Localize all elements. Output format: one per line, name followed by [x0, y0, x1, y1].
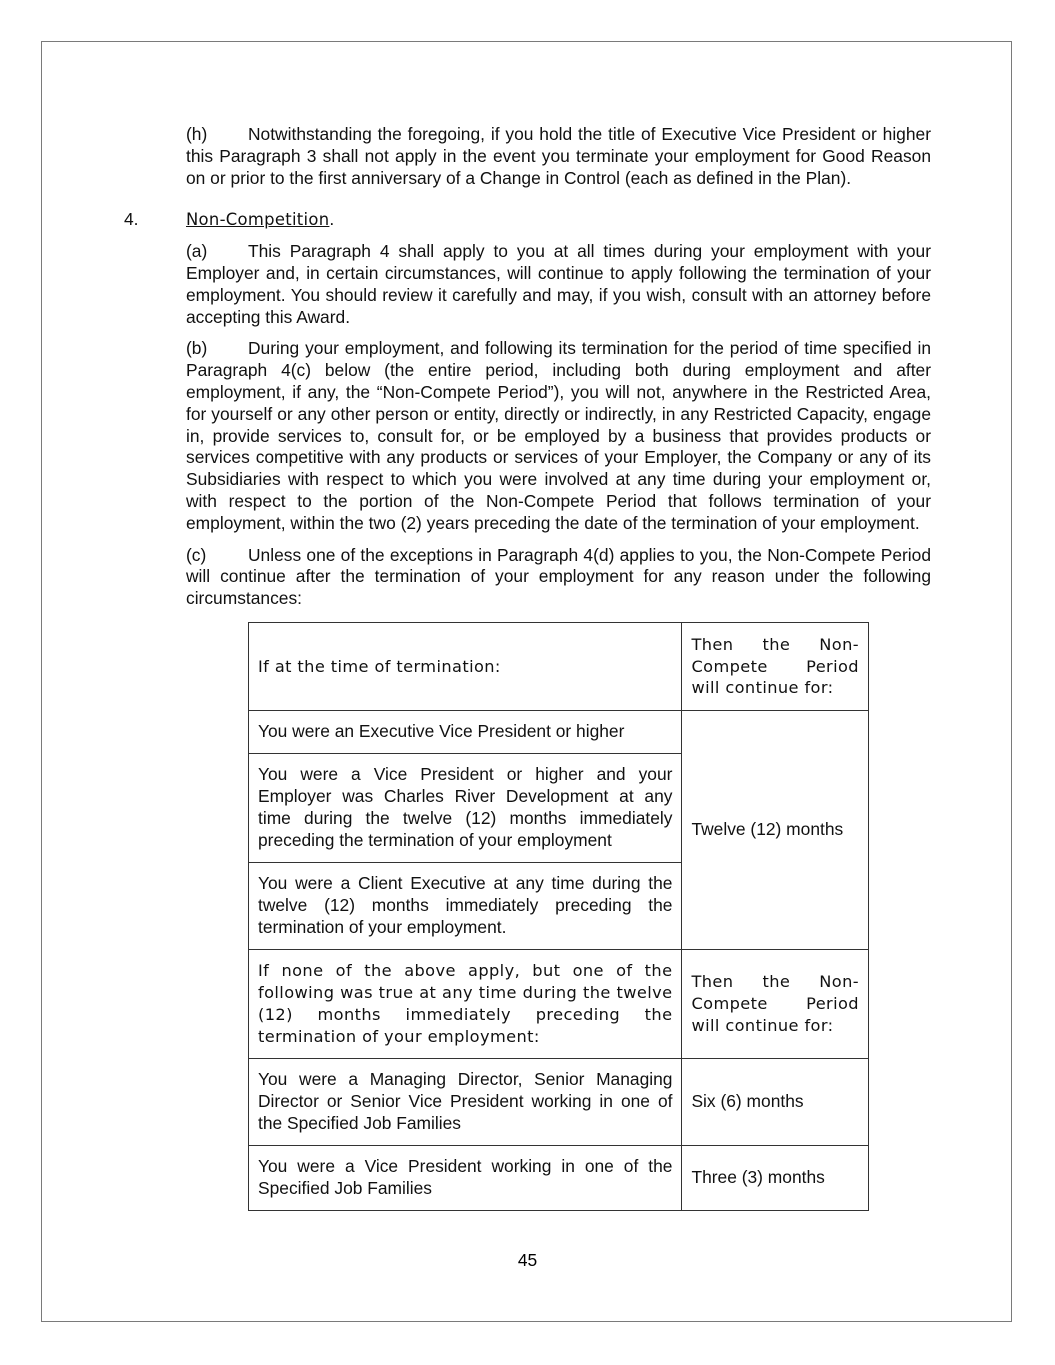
table-row — [249, 1146, 869, 1211]
paragraph-b-text: During your employment, and following its termination for the period of time specified in Paragraph 4(c) below (the entire period, including both during employment and after employment, if any, the “Non-Compete Period”), you will not, anywhere in the Restricted Area, for yourself or any other person or entity, directly or indirectly, in any Restricted Capacity, engage in, provide services to, consult for, or be employed by a business that provides products or services competitive with any products or services of your Employer, the Company or any of its Subsidiaries with respect to which you were involved at any time during your employment or, with respect to the portion of the Non-Compete Period that follows termination of your employment, within the two (2) years preceding the date of the termination of your employment. — [186, 338, 931, 533]
paragraph-a-label: (a) — [186, 241, 208, 262]
paragraph-h-label: (h) — [186, 124, 208, 144]
paragraph-h — [124, 124, 931, 189]
paragraph-a-text: This Paragraph 4 shall apply to you at all times during your employment with your Employer and, in certain circumstances, will continue to apply following the termination of your employment. You should review it carefully and may, if you wish, consult with an attorney before accepting this Award. — [186, 241, 931, 327]
non-compete-period-table — [248, 622, 869, 1211]
table-header-period-2: Then the Non-Compete Period will continue for: — [682, 950, 869, 1059]
paragraph-c-label: (c) — [186, 544, 207, 565]
table-row — [249, 623, 869, 711]
section-4-heading — [124, 209, 931, 231]
paragraph-a — [124, 241, 931, 328]
table-row — [249, 1059, 869, 1146]
paragraph-b — [124, 338, 931, 534]
table-cell-vp-crd: You were a Vice President or higher and your Employer was Charles River Development at any time during the twelve (12) months immediately preceding the termination of your employment — [249, 754, 682, 863]
table-cell-evp: You were an Executive Vice President or higher — [249, 711, 682, 754]
document-body — [124, 124, 931, 610]
table-cell-managing-director: You were a Managing Director, Senior Managing Director or Senior Vice President working in one of the Specified Job Families — [249, 1059, 682, 1146]
section-4-title-period: . — [329, 209, 335, 230]
table-cell-three-months: Three (3) months — [682, 1146, 869, 1211]
page-number: 45 — [517, 1250, 538, 1270]
table-header-none-apply: If none of the above apply, but one of the following was true at any time during the twelve (12) months immediately preceding the termination of your employment: — [249, 950, 682, 1059]
table-cell-twelve-months: Twelve (12) months — [682, 711, 869, 950]
table-row — [249, 711, 869, 754]
table-cell-six-months: Six (6) months — [682, 1059, 869, 1146]
table-header-period: Then the Non-Compete Period will continue for: — [682, 623, 869, 711]
table-row — [249, 950, 869, 1059]
paragraph-b-label: (b) — [186, 338, 208, 359]
paragraph-c — [124, 545, 931, 610]
paragraph-h-text: Notwithstanding the foregoing, if you hold the title of Executive Vice President or higher this Paragraph 3 shall not apply in the event you terminate your employment for Good Reason on or prior to the first anniversary of a Change in Control (each as defined in the Plan). — [186, 124, 931, 188]
section-4-number: 4. — [124, 209, 139, 230]
table-header-termination: If at the time of termination: — [249, 623, 682, 711]
table-cell-vice-president: You were a Vice President working in one of the Specified Job Families — [249, 1146, 682, 1211]
table-cell-client-executive: You were a Client Executive at any time during the twelve (12) months immediately preceding the termination of your employment. — [249, 863, 682, 950]
paragraph-c-text: Unless one of the exceptions in Paragraph 4(d) applies to you, the Non-Compete Period will continue after the termination of your employment for any reason under the following circumstances: — [186, 544, 931, 609]
section-4-title: Non-Competition — [186, 210, 330, 230]
